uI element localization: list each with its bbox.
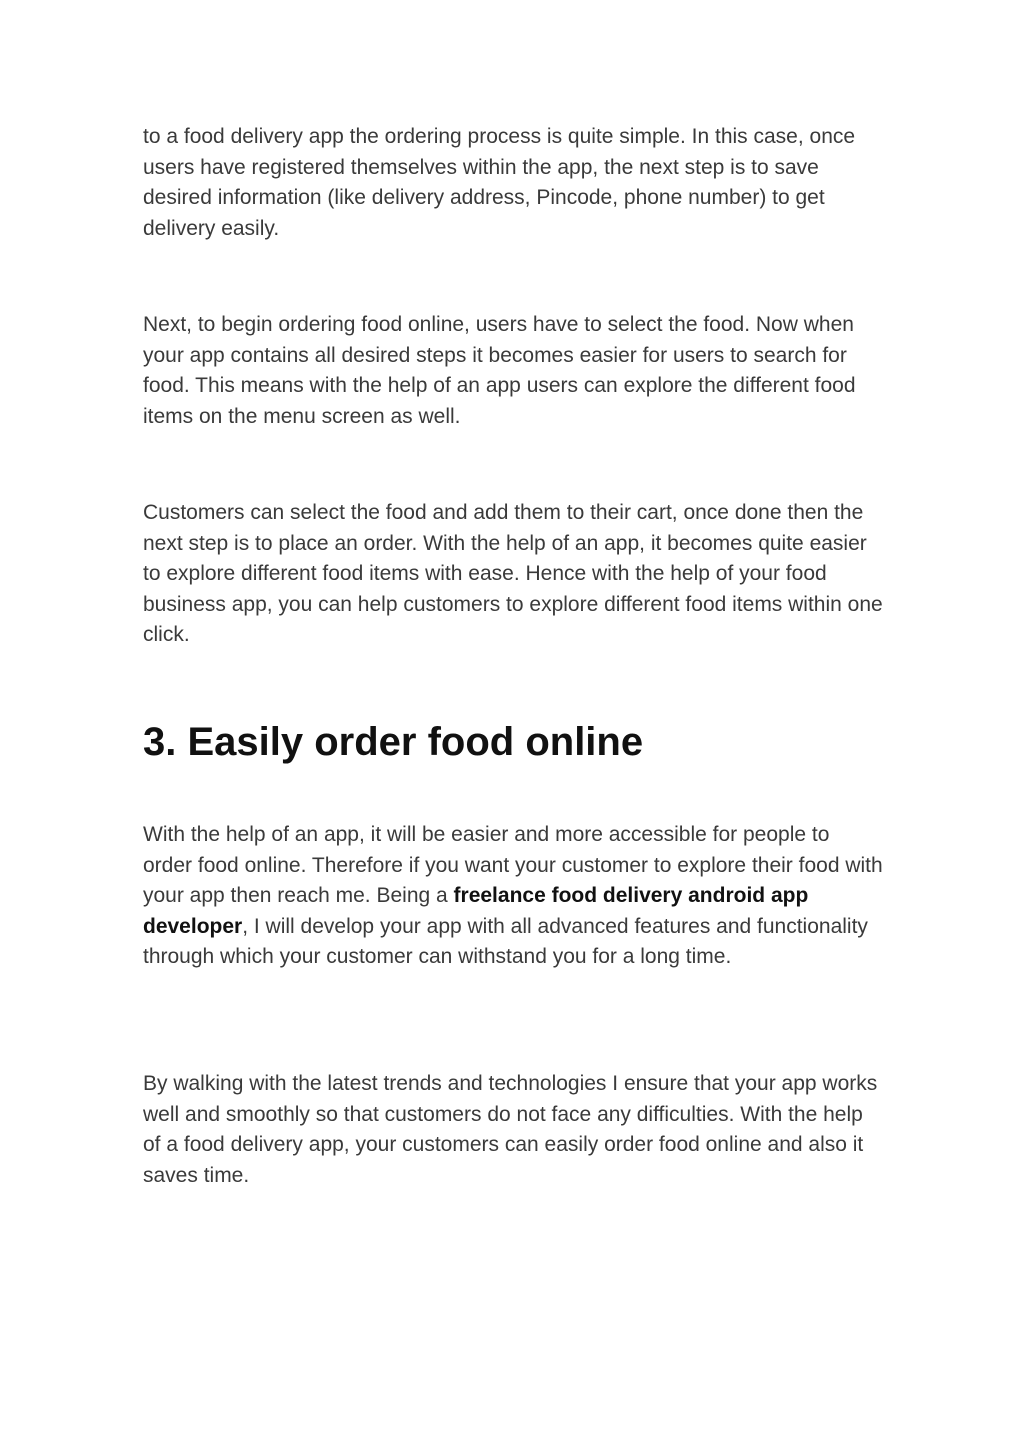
- paragraph-order-online: [143, 820, 883, 973]
- paragraph-text-after: , I will develop your app with all advanced features and functionality through which your customer can withstand you for a long time.: [143, 914, 868, 969]
- paragraph-ordering-process: to a food delivery app the ordering process is quite simple. In this case, once users have registered themselves within the app, the next step is to save desired information (like delivery address, Pincode, phone number) to get delivery easily.: [143, 125, 856, 240]
- section-heading: 3. Easily order food online: [143, 720, 644, 764]
- paragraph-text-before: With the help of an app, it will be easier and more accessible for people to order food online. Therefore if you want your customer to explore their food with your app then reach me. Being a: [143, 823, 883, 908]
- developer-keyword: freelance food delivery android app developer: [143, 884, 809, 938]
- paragraph-place-order: Customers can select the food and add them to their cart, once done then the next step is to place an order. With the help of an app, it becomes quite easier to explore different food items with ease. Hence with the help of your food business app, you can help customers to explore different food items within one click.: [143, 501, 883, 647]
- paragraph-latest-trends: By walking with the latest trends and technologies I ensure that your app works well and smoothly so that customers do not face any difficulties. With the help of a food delivery app, your customers can easily order food online and also it saves time.: [143, 1072, 878, 1187]
- paragraph-select-food: Next, to begin ordering food online, users have to select the food. Now when your app contains all desired steps it becomes easier for users to search for food. This means with the help of an app users can explore the different food items on the menu screen as well.: [143, 313, 856, 428]
